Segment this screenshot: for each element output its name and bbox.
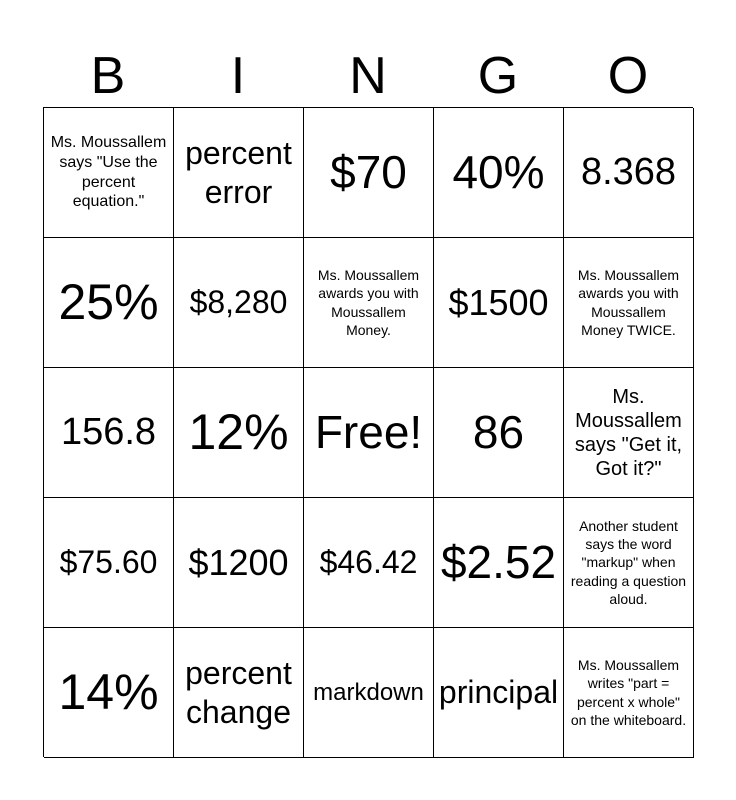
bingo-cell-r2-c4[interactable]: $1500 (434, 238, 564, 368)
bingo-cell-r3-c1[interactable]: 156.8 (44, 368, 174, 498)
bingo-cell-r2-c1[interactable]: 25% (44, 238, 174, 368)
bingo-cell-r2-c2[interactable]: $8,280 (174, 238, 304, 368)
bingo-cell-r3-c3[interactable]: Free! (304, 368, 434, 498)
bingo-board (43, 107, 693, 757)
bingo-cell-r4-c1[interactable]: $75.60 (44, 498, 174, 628)
bingo-cell-r1-c5[interactable]: 8.368 (564, 108, 694, 238)
header-letter-i: I (230, 47, 246, 105)
header-letter-n: N (349, 47, 387, 105)
bingo-cell-r5-c3[interactable]: markdown (304, 628, 434, 758)
bingo-cell-r4-c4[interactable]: $2.52 (434, 498, 564, 628)
bingo-cell-r1-c3[interactable]: $70 (304, 108, 434, 238)
bingo-cell-r4-c5[interactable]: Another student says the word "markup" when reading a question aloud. (564, 498, 694, 628)
bingo-cell-r3-c4[interactable]: 86 (434, 368, 564, 498)
bingo-cell-r3-c2[interactable]: 12% (174, 368, 304, 498)
header-letter-o: O (607, 47, 649, 105)
bingo-cell-r5-c1[interactable]: 14% (44, 628, 174, 758)
bingo-header (43, 46, 693, 106)
bingo-cell-r4-c3[interactable]: $46.42 (304, 498, 434, 628)
header-letter-g: G (477, 47, 519, 105)
bingo-cell-r5-c4[interactable]: principal (434, 628, 564, 758)
bingo-cell-r1-c4[interactable]: 40% (434, 108, 564, 238)
bingo-cell-r3-c5[interactable]: Ms. Moussallem says "Get it, Got it?" (564, 368, 694, 498)
header-letter-b: B (90, 47, 126, 105)
bingo-cell-r1-c1[interactable]: Ms. Moussallem says "Use the percent equation." (44, 108, 174, 238)
bingo-cell-r4-c2[interactable]: $1200 (174, 498, 304, 628)
bingo-cell-r5-c5[interactable]: Ms. Moussallem writes "part = percent x whole" on the whiteboard. (564, 628, 694, 758)
bingo-cell-r1-c2[interactable]: percent error (174, 108, 304, 238)
bingo-cell-r5-c2[interactable]: percent change (174, 628, 304, 758)
bingo-cell-r2-c5[interactable]: Ms. Moussallem awards you with Moussallem Money TWICE. (564, 238, 694, 368)
bingo-cell-r2-c3[interactable]: Ms. Moussallem awards you with Moussallem Money. (304, 238, 434, 368)
